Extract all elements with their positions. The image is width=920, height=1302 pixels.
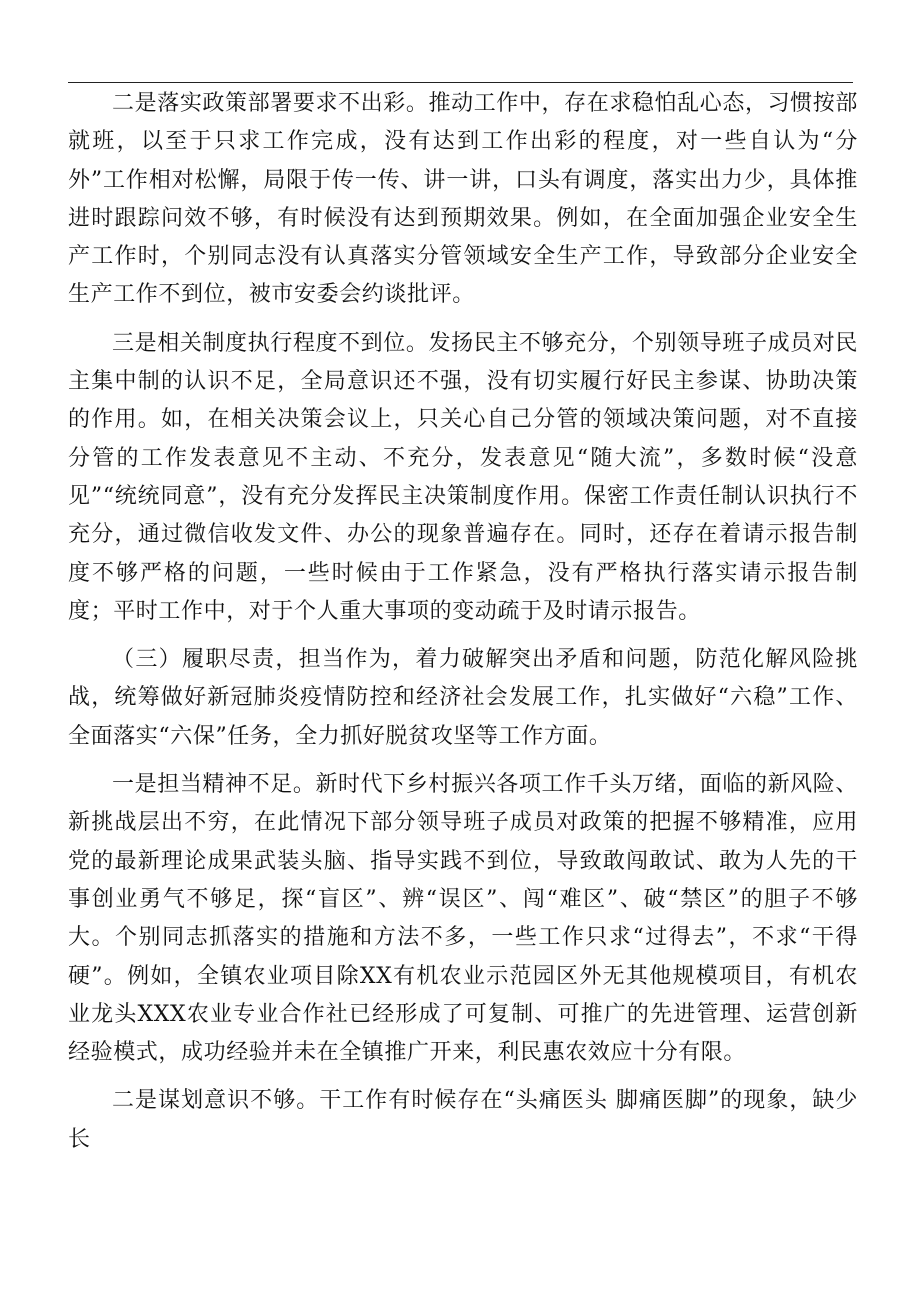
paragraph-3: （三）履职尽责，担当作为，着力破解突出矛盾和问题，防范化解风险挑战，统筹做好新冠肺炎疫情防控和经济社会发展工作，扎实做好“六稳”工作、全面落实“六保”任务，全力抓好脱贫攻坚等工作方面。 (68, 647, 858, 749)
paragraph-2: 三是相关制度执行程度不到位。发扬民主不够充分，个别领导班子成员对民主集中制的认识不足，全局意识还不强，没有切实履行好民主参谋、协助决策的作用。如，在相关决策会议上，只关心自己分管的领域决策问题，对不直接分管的工作发表意见不主动、不充分，发表意见“随大流”，多数时候“没意见”“统统同意”，没有充分发挥民主决策制度作用。保密工作责任制认识执行不充分，通过微信收发文件、办公的现象普遍存在。同时，还存在着请示报告制度不够严格的问题，一些时候由于工作紧急，没有严格执行落实请示报告制度；平时工作中，对于个人重大事项的变动疏于及时请示报告。 (68, 330, 858, 624)
paragraph-1: 二是落实政策部署要求不出彩。推动工作中，存在求稳怕乱心态，习惯按部就班，以至于只求工作完成，没有达到工作出彩的程度，对一些自认为“分外”工作相对松懈，局限于传一传、讲一讲，口头有调度，落实出力少，具体推进时跟踪问效不够，有时候没有达到预期效果。例如，在全面加强企业安全生产工作时，个别同志没有认真落实分管领域安全生产工作，导致部分企业安全生产工作不到位，被市安委会约谈批评。 (68, 91, 858, 308)
paragraph-5: 二是谋划意识不够。干工作有时候存在“头痛医头 脚痛医脚”的现象，缺少长 (68, 1088, 858, 1152)
header-rule (68, 82, 853, 83)
document-body (68, 85, 858, 1169)
paragraph-4: 一是担当精神不足。新时代下乡村振兴各项工作千头万绪，面临的新风险、新挑战层出不穷，在此情况下部分领导班子成员对政策的把握不够精准，应用党的最新理论成果武装头脑、指导实践不到位，导致敢闯敢试、敢为人先的干事创业勇气不够足，探“盲区”、辨“误区”、闯“难区”、破“禁区”的胆子不够大。个别同志抓落实的措施和方法不多，一些工作只求“过得去”，不求“干得硬”。例如，全镇农业项目除XX有机农业示范园区外无其他规模项目，有机农业龙头XXX农业专业合作社已经形成了可复制、可推广的先进管理、运营创新经验模式，成功经验并未在全镇推广开来，利民惠农效应十分有限。 (68, 772, 858, 1066)
